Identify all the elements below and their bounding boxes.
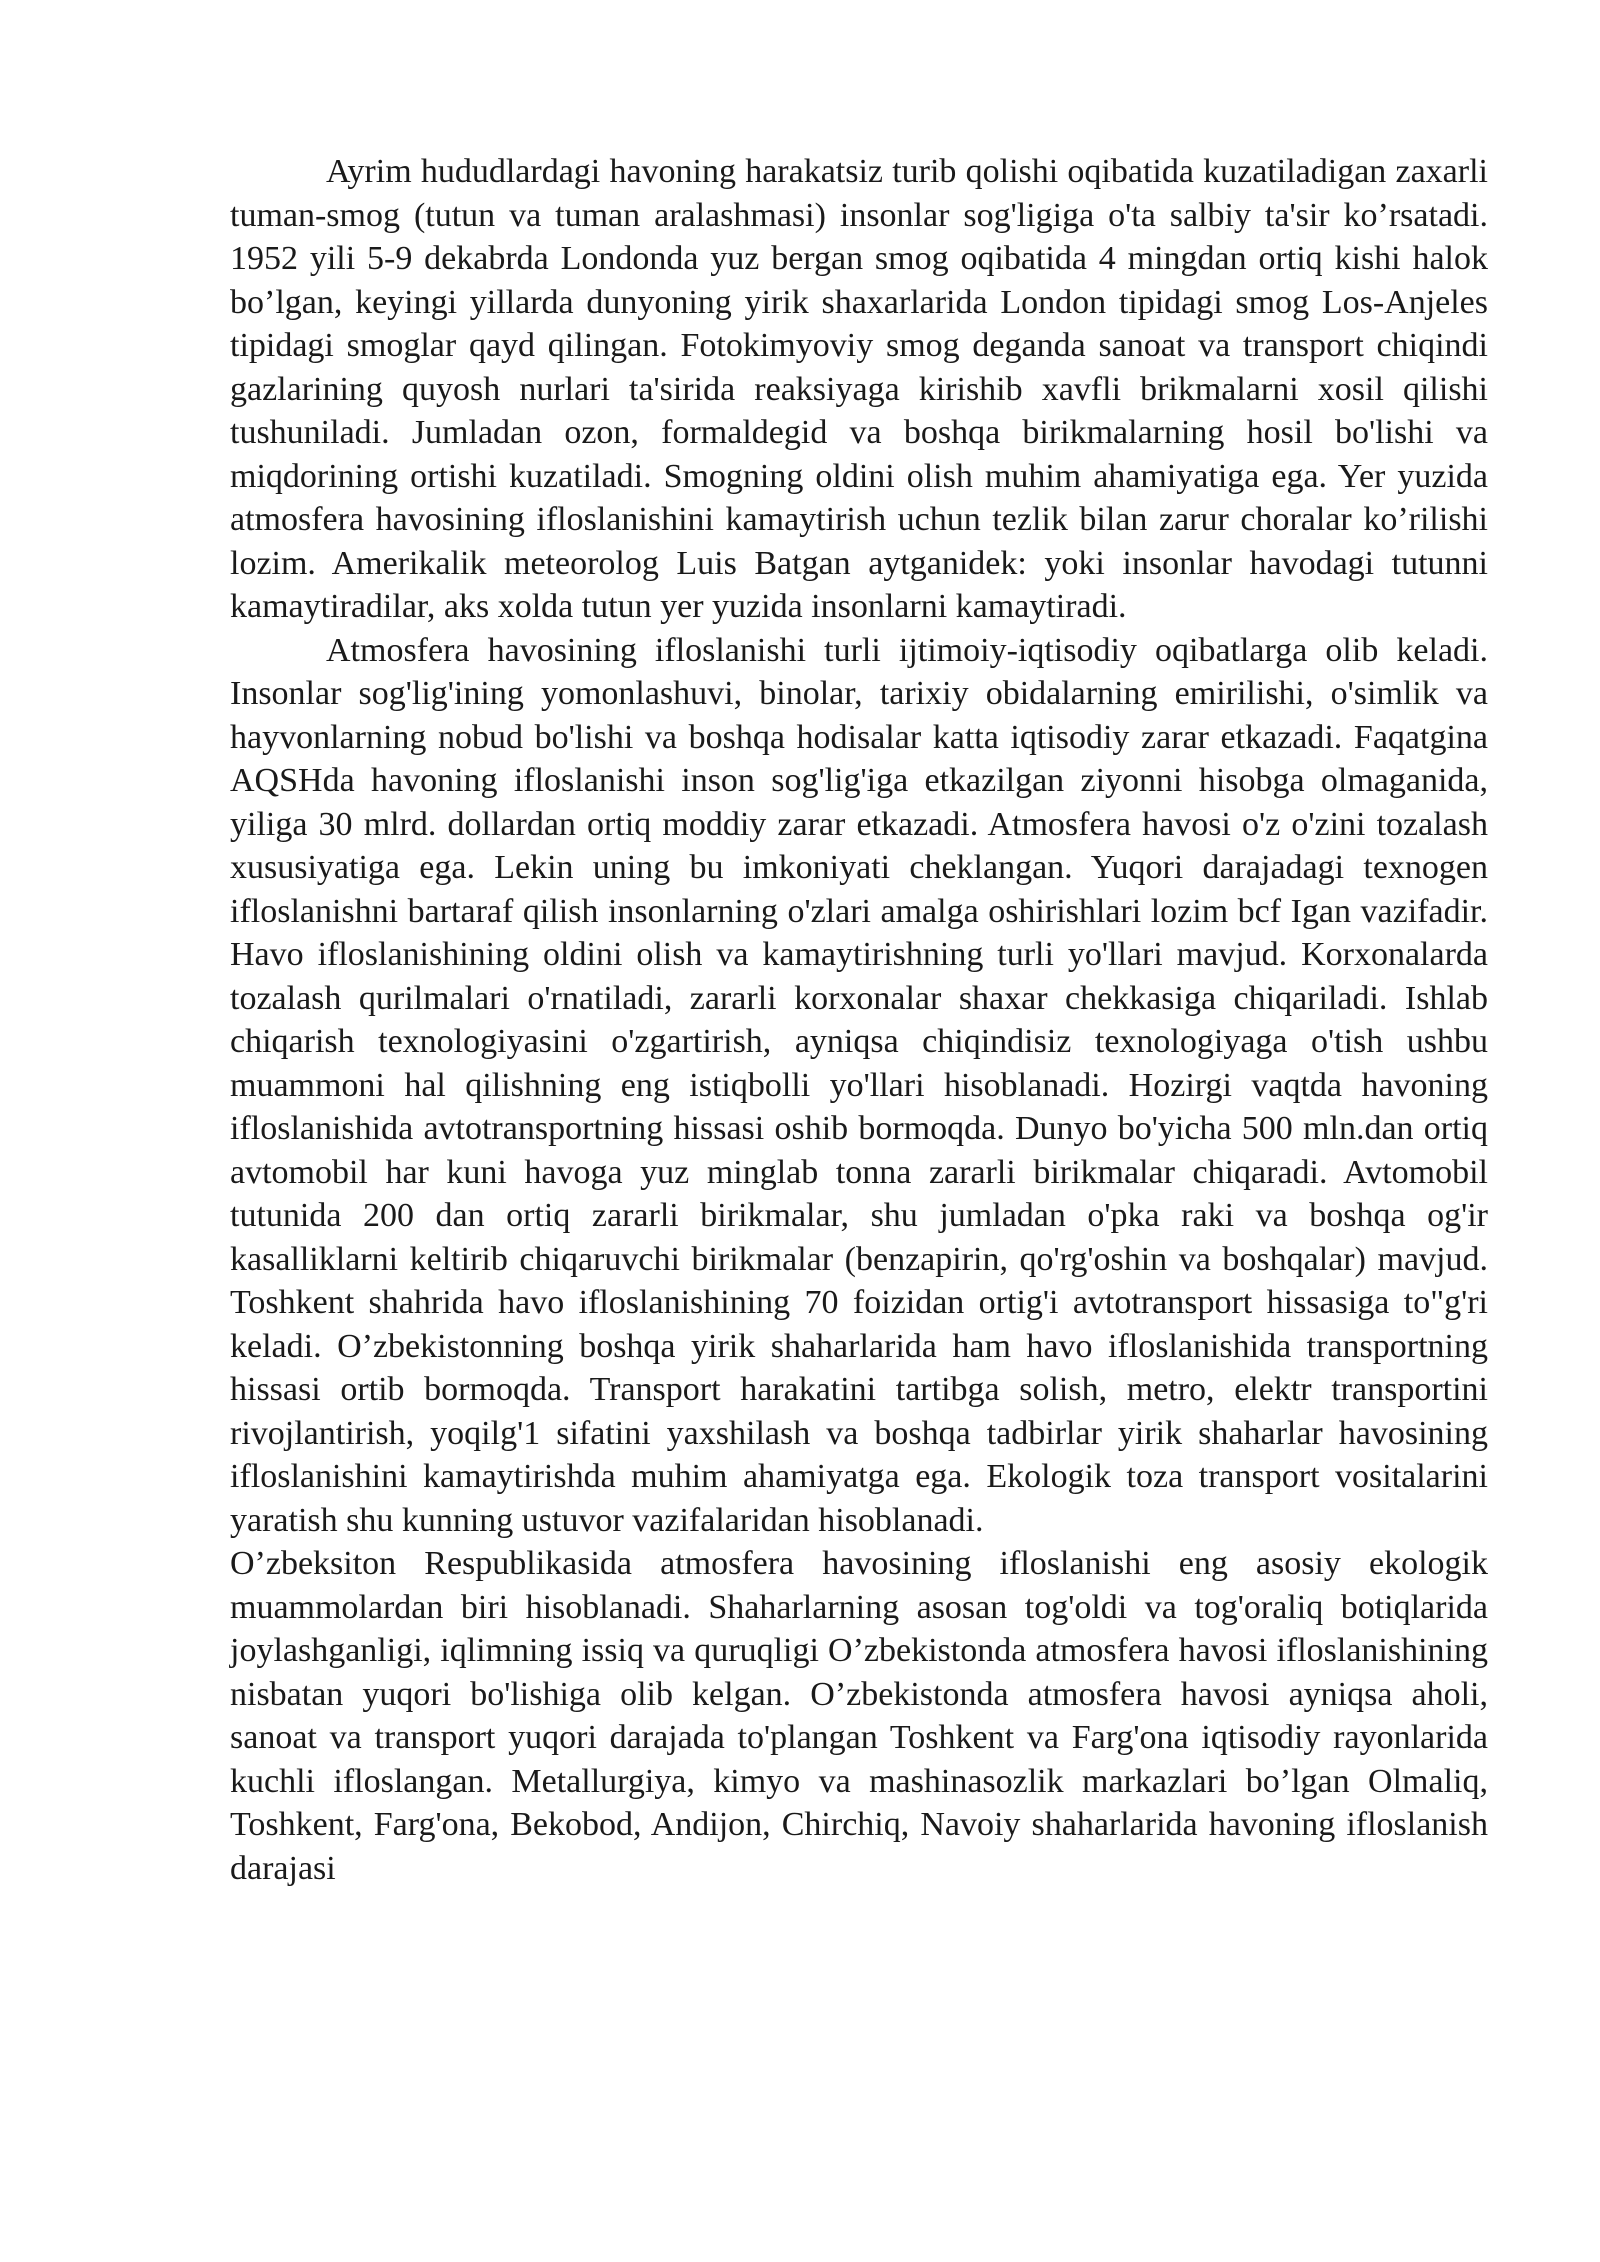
paragraph-economic-consequences: Atmosfera havosining ifloslanishi turli ijtimoiy-iqtisodiy oqibatlarga olib keladi. Insonlar sog'lig'ining yomonlashuvi, binolar, tarixiy obidalarning emirilishi, o'simlik va hayvonlarning nobud bo'lishi va boshqa hodisalar katta iqtisodiy zarar etkazadi. Faqatgina AQSHda havoning ifloslanishi inson sog'lig'iga etkazilgan ziyonni hisobga olmaganida, yiliga 30 mlrd. dollardan ortiq moddiy zarar etkazadi. Atmosfera havosi o'z o'zini tozalash xususiyatiga ega. Lekin uning bu imkoniyati cheklangan. Yuqori darajadagi texnogen ifloslanishni bartaraf qilish insonlarning o'zlari amalga oshirishlari lozim bcf Igan vazifadir. Havo ifloslanishining oldini olish va kamaytirishning turli yo'llari mavjud. Korxonalarda tozalash qurilmalari o'rnatiladi, zararli korxonalar shaxar chekkasiga chiqariladi. Ishlab chiqarish texnologiyasini o'zgartirish, ayniqsa chiqindisiz texnologiyaga o'tish ushbu muammoni hal qilishning eng istiqbolli yo'llari hisoblanadi. Hozirgi vaqtda havoning ifloslanishida avtotransportning hissasi oshib bormoqda. Dunyo bo'yicha 500 mln.dan ortiq avtomobil har kuni havoga yuz minglab tonna zararli birikmalar chiqaradi. Avtomobil tutunida 200 dan ortiq zararli birikmalar, shu jumladan o'pka raki va boshqa og'ir kasalliklarni keltirib chiqaruvchi birikmalar (benzapirin, qo'rg'oshin va boshqalar) mavjud. Toshkent shahrida havo ifloslanishining 70 foizidan ortig'i avtotransport hissasiga to"g'ri keladi. O’zbekistonning boshqa yirik shaharlarida ham havo ifloslanishida transportning hissasi ortib bormoqda. Transport harakatini tartibga solish, metro, elektr transportini rivojlantirish, yoqilg'1 sifatini yaxshilash va boshqa tadbirlar yirik shaharlar havosining ifloslanishini kamaytirishda muhim ahamiyatga ega. Ekologik toza transport vositalarini yaratish shu kunning ustuvor vazifalaridan hisoblanadi. <box>230 631 1488 1539</box>
paragraph-uzbekistan-pollution: O’zbeksiton Respublikasida atmosfera havosining ifloslanishi eng asosiy ekologik muammolardan biri hisoblanadi. Shaharlarning asosan tog'oldi va tog'oraliq botiqlarida joylashganligi, iqlimning issiq va quruqligi O’zbekistonda atmosfera havosi ifloslanishining nisbatan yuqori bo'lishiga olib kelgan. O’zbekistonda atmosfera havosi ayniqsa aholi, sanoat va transport yuqori darajada to'plangan Toshkent va Farg'ona iqtisodiy rayonlarida kuchli ifloslangan. Metallurgiya, kimyo va mashinasozlik markazlari bo’lgan Olmaliq, Toshkent, Farg'ona, Bekobod, Andijon, Chirchiq, Navoiy shaharlarida havoning ifloslanish darajasi <box>230 1545 1488 1887</box>
document-page <box>230 150 1488 1890</box>
paragraph-smog: Ayrim hududlardagi havoning harakatsiz turib qolishi oqibatida kuzatiladigan zaxarli tuman-smog (tutun va tuman aralashmasi) insonlar sog'ligiga o'ta salbiy ta'sir ko’rsatadi. 1952 yili 5-9 dekabrda Londonda yuz bergan smog oqibatida 4 mingdan ortiq kishi halok bo’lgan, keyingi yillarda dunyoning yirik shaxarlarida London tipidagi smog Los-Anjeles tipidagi smoglar qayd qilingan. Fotokimyoviy smog deganda sanoat va transport chiqindi gazlarining quyosh nurlari ta'sirida reaksiyaga kirishib xavfli brikmalarni xosil qilishi tushuniladi. Jumladan ozon, formaldegid va boshqa birikmalarning hosil bo'lishi va miqdorining ortishi kuzatiladi. Smogning oldini olish muhim ahamiyatiga ega. Yer yuzida atmosfera havosining ifloslanishini kamaytirish uchun tezlik bilan zarur choralar ko’rilishi lozim. Amerikalik meteorolog Luis Batgan aytganidek: yoki insonlar havodagi tutunni kamaytiradilar, aks xolda tutun yer yuzida insonlarni kamaytiradi. <box>230 153 1488 625</box>
